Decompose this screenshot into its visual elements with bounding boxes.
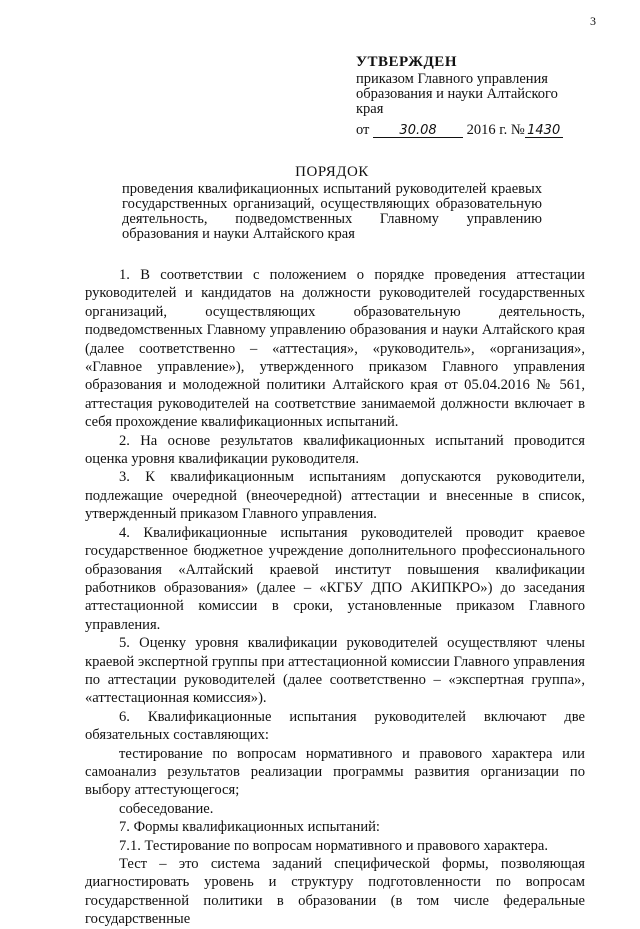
approval-date-prefix: от [356, 122, 370, 138]
approval-line-1: приказом Главного управления [356, 71, 548, 87]
page-number: 3 [590, 14, 596, 28]
paragraph-3: 3. К квалификационным испытаниям допускаются руководители, подлежащие очередной (внеочередной) аттестации и внесенные в список, утвержденный приказом Главного управления. [85, 469, 585, 523]
paragraph-7: 7. Формы квалификационных испытаний: [119, 819, 380, 836]
approval-year: 2016 г. № [466, 122, 525, 138]
approval-heading: УТВЕРЖДЕН [356, 54, 457, 70]
approval-line-3: края [356, 101, 384, 117]
handwritten-order-number: 1430 [525, 124, 563, 138]
paragraph-1: 1. В соответствии с положением о порядке проведения аттестации руководителей и кандидатов на должности руководителей государственных организаций, осуществляющих образовательную деятельность, подведомственных Главному управлению образования и науки Алтайского края (далее соответственно – «аттестация», «руководитель», «организация», «Главное управление»), утвержденного приказом Главного управления образования и молодежной политики Алтайского края от 05.04.2016 № 561, аттестация руководителей на соответствие занимаемой должности включает в себя прохождение квалификационных испытаний. [85, 267, 585, 431]
approval-stamp [356, 55, 606, 138]
document-body [85, 266, 585, 929]
paragraph-4: 4. Квалификационные испытания руководителей проводит краевое государственное бюджетное учреждение дополнительного профессионального образования «Алтайский краевой институт повышения квалификации работников образования» (далее – «КГБУ ДПО АКИПКРО») до заседания аттестационной комиссии в сроки, установленные приказом Главного управления. [85, 524, 585, 633]
document-title-block [122, 165, 542, 242]
document-title: ПОРЯДОК [295, 164, 369, 180]
approval-date-line [356, 123, 606, 138]
paragraph-6: 6. Квалификационные испытания руководителей включают две обязательных составляющих: [85, 708, 585, 744]
paragraph-6-item-1: тестирование по вопросам нормативного и правового характера или самоанализ результатов реализации программы развития организации по выбору аттестующегося; [85, 745, 585, 799]
paragraph-7-1: 7.1. Тестирование по вопросам нормативного и правового характера. [119, 837, 549, 854]
paragraph-6-item-2: собеседование. [119, 800, 214, 817]
handwritten-date: 30.08 [373, 124, 463, 138]
approval-line-2: образования и науки Алтайского [356, 86, 558, 102]
paragraph-2: 2. На основе результатов квалификационных испытаний проводится оценка уровня квалификации руководителя. [85, 432, 585, 468]
paragraph-7-1-text: Тест – это система заданий специфической формы, позволяющая диагностировать уровень и структуру подготовленности по вопросам государственной политики в образовании (в том числе федеральные государственные [85, 856, 585, 928]
paragraph-5: 5. Оценку уровня квалификации руководителей осуществляют члены краевой экспертной группы при аттестационной комиссии Главного управления по аттестации руководителей (далее соответственно – «экспертная группа», «аттестационная комиссия»). [85, 635, 585, 707]
document-subtitle: проведения квалификационных испытаний руководителей краевых государственных организаций, осуществляющих образовательную деятельность, подведомственных Главному управлению образования и науки Алтайского края [122, 181, 542, 242]
